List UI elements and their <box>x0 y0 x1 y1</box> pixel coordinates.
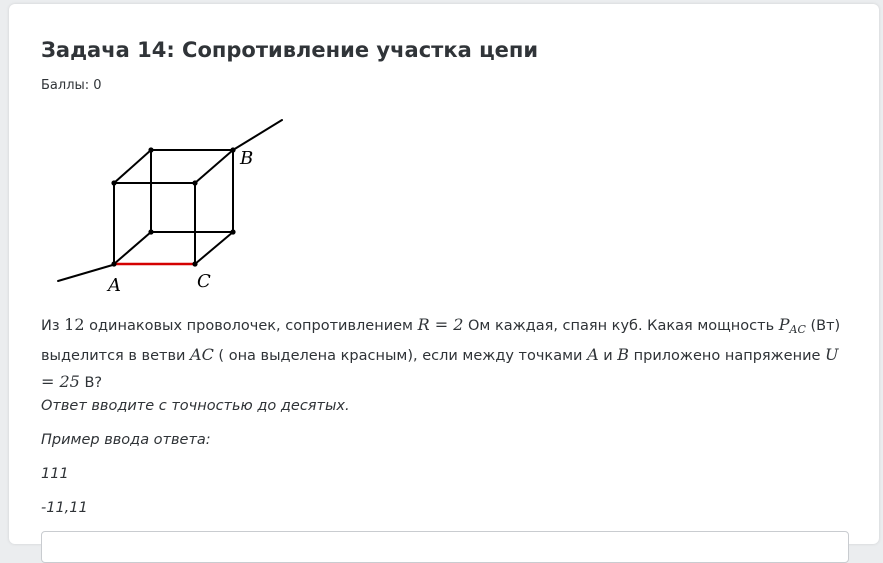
math-point-a: A <box>587 345 599 364</box>
vertex-c <box>192 261 197 266</box>
math-voltage: U = 25 <box>41 345 839 391</box>
math-power-subscript: AC <box>789 323 806 336</box>
edge-bottom-left-diag <box>114 232 151 264</box>
label-b: B <box>240 148 254 169</box>
math-count: 12 <box>64 315 85 334</box>
vertex-a <box>111 261 116 266</box>
edge-top-right-diag <box>195 150 233 183</box>
vertex-front-top-right <box>192 180 197 185</box>
problem-statement: Из 12 одинаковых проволочек, сопротивлением R = 2 Ом каждая, спаян куб. Какая мощность $P_{AC}$ (Вт) выделится в ветви AC ( она выделена красным), если между точками A и B приложено напряжение U = 25 В? <box>41 315 841 391</box>
example-label: Пример ввода ответа: <box>41 432 211 448</box>
vertex-b <box>230 147 235 152</box>
math-power-symbol: P <box>778 315 790 334</box>
answer-input[interactable] <box>41 531 849 563</box>
vertex-back-top-left <box>148 147 153 152</box>
vertex-front-top-left <box>111 180 116 185</box>
math-point-b: B <box>617 345 630 364</box>
math-resistance: R = 2 <box>417 315 464 334</box>
edge-bottom-right-diag <box>195 232 233 264</box>
example-answer-1: 111 <box>41 466 69 482</box>
precision-note: Ответ вводите с точностью до десятых. <box>41 398 350 414</box>
math-branch-ac: AC <box>190 345 214 364</box>
score-label: Баллы: 0 <box>41 78 102 93</box>
task-title: Задача 14: Сопротивление участка цепи <box>41 38 539 62</box>
edge-top-left-diag <box>114 150 151 183</box>
label-c: C <box>197 271 211 292</box>
label-a: A <box>108 275 121 296</box>
cube-circuit-diagram <box>53 116 298 301</box>
vertex-back-bottom-left <box>148 229 153 234</box>
vertex-back-bottom-right <box>230 229 235 234</box>
lead-wire-b <box>233 120 282 150</box>
example-answer-2: -11,11 <box>41 500 88 516</box>
task-card <box>9 4 879 544</box>
